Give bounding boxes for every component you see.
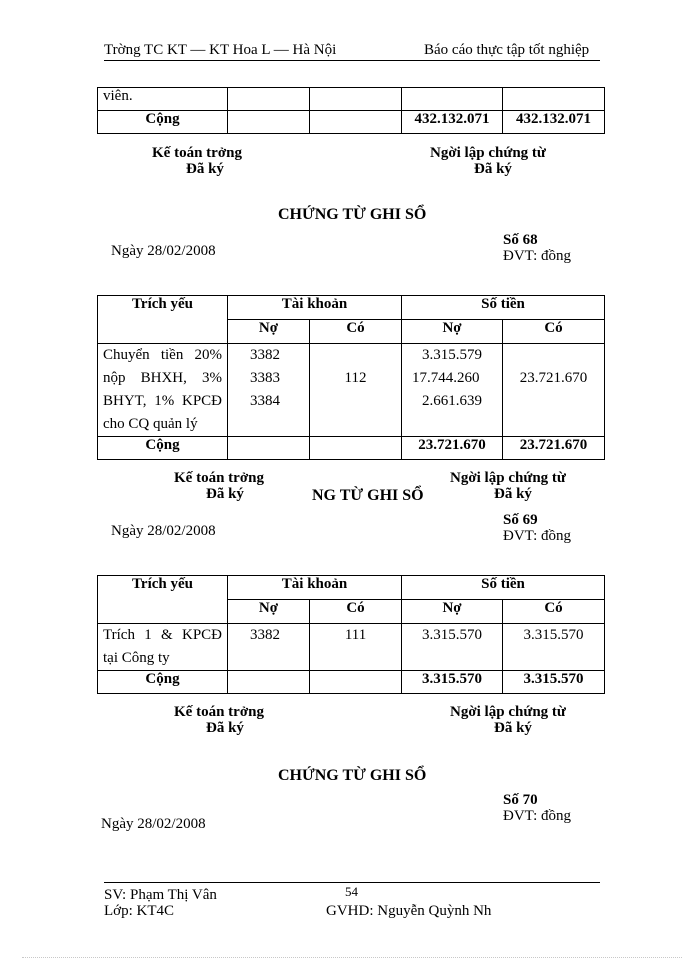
header-rule (104, 60, 600, 61)
col-account-credit: Có (310, 600, 402, 624)
col-amount: Số tiền (402, 576, 605, 600)
col-account-credit: Có (310, 320, 402, 344)
voucher69-debit-amount: 3.315.570 (402, 624, 503, 671)
sign69-right-title: Ngời lập chứng từ (450, 704, 566, 720)
sign68-left-title: Kế toán trởng (174, 470, 264, 486)
footer-class: Lớp: KT4C (104, 903, 175, 919)
voucher68-total-debit: 23.721.670 (402, 437, 503, 460)
sign69-left-title: Kế toán trởng (174, 704, 264, 720)
sign0-right-sub: Đã ký (474, 161, 512, 177)
footer-advisor: GVHD: Nguyễn Quỳnh Nh (326, 903, 492, 919)
sign69-left-sub: Đã ký (206, 720, 244, 736)
voucher68-total-label: Cộng (98, 437, 228, 460)
voucher69-unit: ĐVT: đồng (503, 528, 571, 544)
sign68-right-sub: Đã ký (494, 486, 532, 502)
sign68-left-sub: Đã ký (206, 486, 244, 502)
voucher69-title-partial: NG TỪ GHI SỔ (312, 487, 424, 504)
voucher70-title: CHỨNG TỪ GHI SỔ (278, 767, 427, 784)
sign0-left-title: Kế toán trởng (152, 145, 242, 161)
voucher68-title: CHỨNG TỪ GHI SỔ (278, 206, 427, 223)
voucher69-total-label: Cộng (98, 671, 228, 694)
continuation-table (97, 87, 605, 134)
col-summary: Trích yếu (98, 296, 228, 344)
col-account: Tài khoản (228, 576, 402, 600)
col-account-debit: Nợ (228, 600, 310, 624)
col-amount-credit: Có (503, 600, 605, 624)
voucher68-credit-amount: 23.721.670 (503, 344, 605, 437)
sign0-left-sub: Đã ký (186, 161, 224, 177)
footer-student: SV: Phạm Thị Vân (104, 887, 217, 903)
voucher69-credit-account: 111 (310, 624, 402, 671)
voucher70-number: Số 70 (503, 792, 538, 808)
voucher69-number: Số 69 (503, 512, 538, 528)
voucher69-description: Trích 1 & KPCĐ tại Công ty (98, 624, 228, 671)
voucher69-date: Ngày 28/02/2008 (111, 523, 216, 539)
voucher68-date: Ngày 28/02/2008 (111, 243, 216, 259)
sign69-right-sub: Đã ký (494, 720, 532, 736)
col-amount-debit: Nợ (402, 320, 503, 344)
voucher68-debit-accounts: 3382 3383 3384 (228, 344, 310, 437)
voucher68-description: Chuyển tiền 20% nộp BHXH, 3% BHYT, 1% KPCĐ cho CQ quản lý (98, 344, 228, 437)
voucher69-credit-amount: 3.315.570 (503, 624, 605, 671)
col-account-debit: Nợ (228, 320, 310, 344)
col-account: Tài khoản (228, 296, 402, 320)
footer-rule (104, 882, 600, 883)
total-debit: 432.132.071 (402, 111, 503, 134)
header-school: Trờng TC KT — KT Hoa L — Hà Nội (104, 42, 337, 58)
footer-page: 54 (345, 884, 358, 899)
col-amount-credit: Có (503, 320, 605, 344)
voucher70-date: Ngày 28/02/2008 (101, 816, 206, 832)
voucher68-credit-account: 112 (310, 344, 402, 437)
col-amount: Số tiền (402, 296, 605, 320)
voucher68-number: Số 68 (503, 232, 538, 248)
total-label: Cộng (98, 111, 228, 134)
header-report: Báo cáo thực tập tốt nghiệp (424, 42, 590, 58)
voucher69-table (97, 575, 605, 694)
voucher69-debit-account: 3382 (228, 624, 310, 671)
page-bottom-edge (22, 957, 682, 958)
voucher68-table (97, 295, 605, 460)
voucher68-unit: ĐVT: đồng (503, 248, 571, 264)
sign68-right-title: Ngời lập chứng từ (450, 470, 566, 486)
col-amount-debit: Nợ (402, 600, 503, 624)
voucher68-total-credit: 23.721.670 (503, 437, 605, 460)
sign0-right-title: Ngời lập chứng từ (430, 145, 546, 161)
voucher69-total-debit: 3.315.570 (402, 671, 503, 694)
total-credit: 432.132.071 (503, 111, 605, 134)
col-summary: Trích yếu (98, 576, 228, 624)
voucher68-debit-amounts: 3.315.579 17.744.260 2.661.639 (402, 344, 503, 437)
row-desc-cell: viên. (98, 88, 228, 111)
voucher69-total-credit: 3.315.570 (503, 671, 605, 694)
voucher70-unit: ĐVT: đồng (503, 808, 571, 824)
